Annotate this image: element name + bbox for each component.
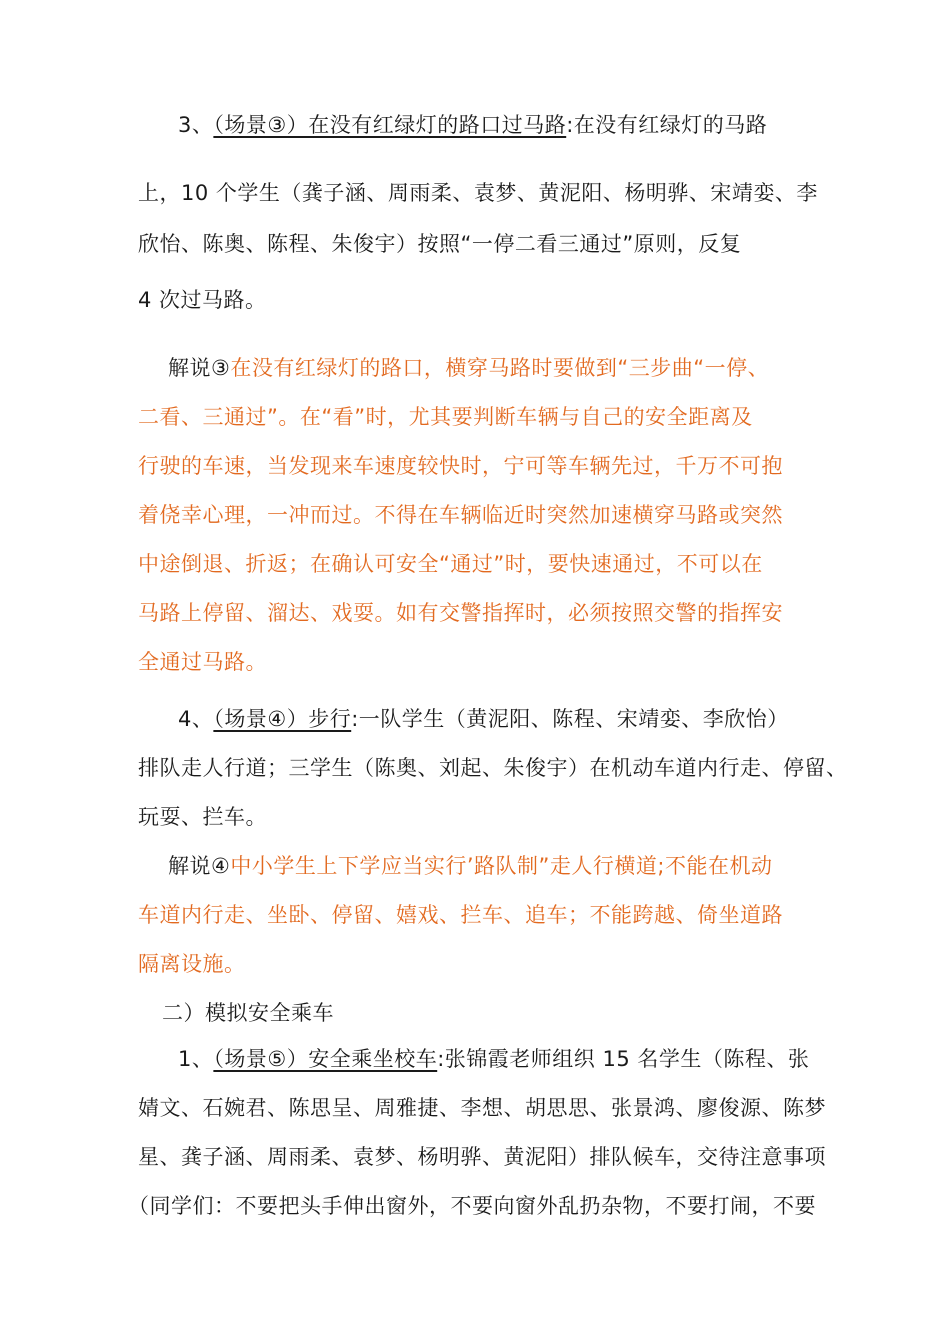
- scene3-title: （场景③）在没有红绿灯的路口过马路: [213, 113, 567, 137]
- commentary4-prefix: 解说④: [168, 854, 231, 878]
- scene4-line-1: [178, 704, 789, 734]
- scene5-line-1: [178, 1044, 809, 1074]
- scene5-line-2: 婧文、石婉君、陈思呈、周雅捷、李想、胡思思、张景鸿、廖俊源、陈梦: [138, 1096, 826, 1120]
- commentary3-prefix: 解说③: [168, 356, 231, 380]
- commentary3-line-1: [168, 353, 769, 383]
- commentary3-line-6: 马路上停留、溜达、戏耍。如有交警指挥时，必须按照交警的指挥安: [138, 601, 783, 625]
- commentary3-line-4: 着侥幸心理，一冲而过。不得在车辆临近时突然加速横穿马路或突然: [138, 503, 783, 527]
- scene5-title: （场景⑤）安全乘坐校车: [213, 1047, 438, 1071]
- scene3-text: :在没有红绿灯的马路: [566, 113, 768, 137]
- scene5-number: 1、: [178, 1047, 214, 1071]
- commentary4-line-1: [168, 851, 772, 881]
- scene4-line-2: 排队走人行道；三学生（陈奥、刘起、朱俊宇）在机动车道内行走、停留、: [138, 756, 848, 780]
- scene5-line-4: （同学们：不要把头手伸出窗外，不要向窗外乱扔杂物，不要打闹，不要: [128, 1194, 816, 1218]
- commentary4-text: 中小学生上下学应当实行’路队制”走人行横道;不能在机动: [230, 854, 773, 878]
- scene3-number: 3、: [178, 113, 214, 137]
- commentary3-line-7: 全通过马路。: [138, 650, 267, 674]
- commentary3-text: 在没有红绿灯的路口，横穿马路时要做到“三步曲“一停、: [230, 356, 770, 380]
- scene5-text: :张锦霞老师组织 15 名学生（陈程、张: [437, 1047, 810, 1071]
- scene4-number: 4、: [178, 707, 214, 731]
- commentary3-line-5: 中途倒退、折返；在确认可安全“通过”时，要快速通过，不可以在: [138, 552, 763, 576]
- commentary4-line-3: 隔离设施。: [138, 952, 246, 976]
- commentary3-line-3: 行驶的车速，当发现来车速度较快时，宁可等车辆先过，千万不可抱: [138, 454, 783, 478]
- scene3-line-3: 欣怡、陈奥、陈程、朱俊宇）按照“一停二看三通过”原则，反复: [138, 232, 742, 256]
- section-heading: 二）模拟安全乘车: [162, 1001, 334, 1025]
- scene4-line-3: 玩耍、拦车。: [138, 805, 267, 829]
- commentary4-line-2: 车道内行走、坐卧、停留、嬉戏、拦车、追车；不能跨越、倚坐道路: [138, 903, 783, 927]
- scene3-line-1: [178, 110, 767, 140]
- scene4-text: :一队学生（黄泥阳、陈程、宋靖娈、李欣怡）: [351, 707, 789, 731]
- scene3-line-2: 上，10 个学生（龚子涵、周雨柔、袁梦、黄泥阳、杨明骅、宋靖娈、李: [138, 181, 818, 205]
- scene3-line-4: 4 次过马路。: [138, 288, 267, 312]
- scene4-title: （场景④）步行: [213, 707, 352, 731]
- scene5-line-3: 星、龚子涵、周雨柔、袁梦、杨明骅、黄泥阳）排队候车，交待注意事项: [138, 1145, 826, 1169]
- commentary3-line-2: 二看、三通过”。在“看”时，尤其要判断车辆与自己的安全距离及: [138, 405, 753, 429]
